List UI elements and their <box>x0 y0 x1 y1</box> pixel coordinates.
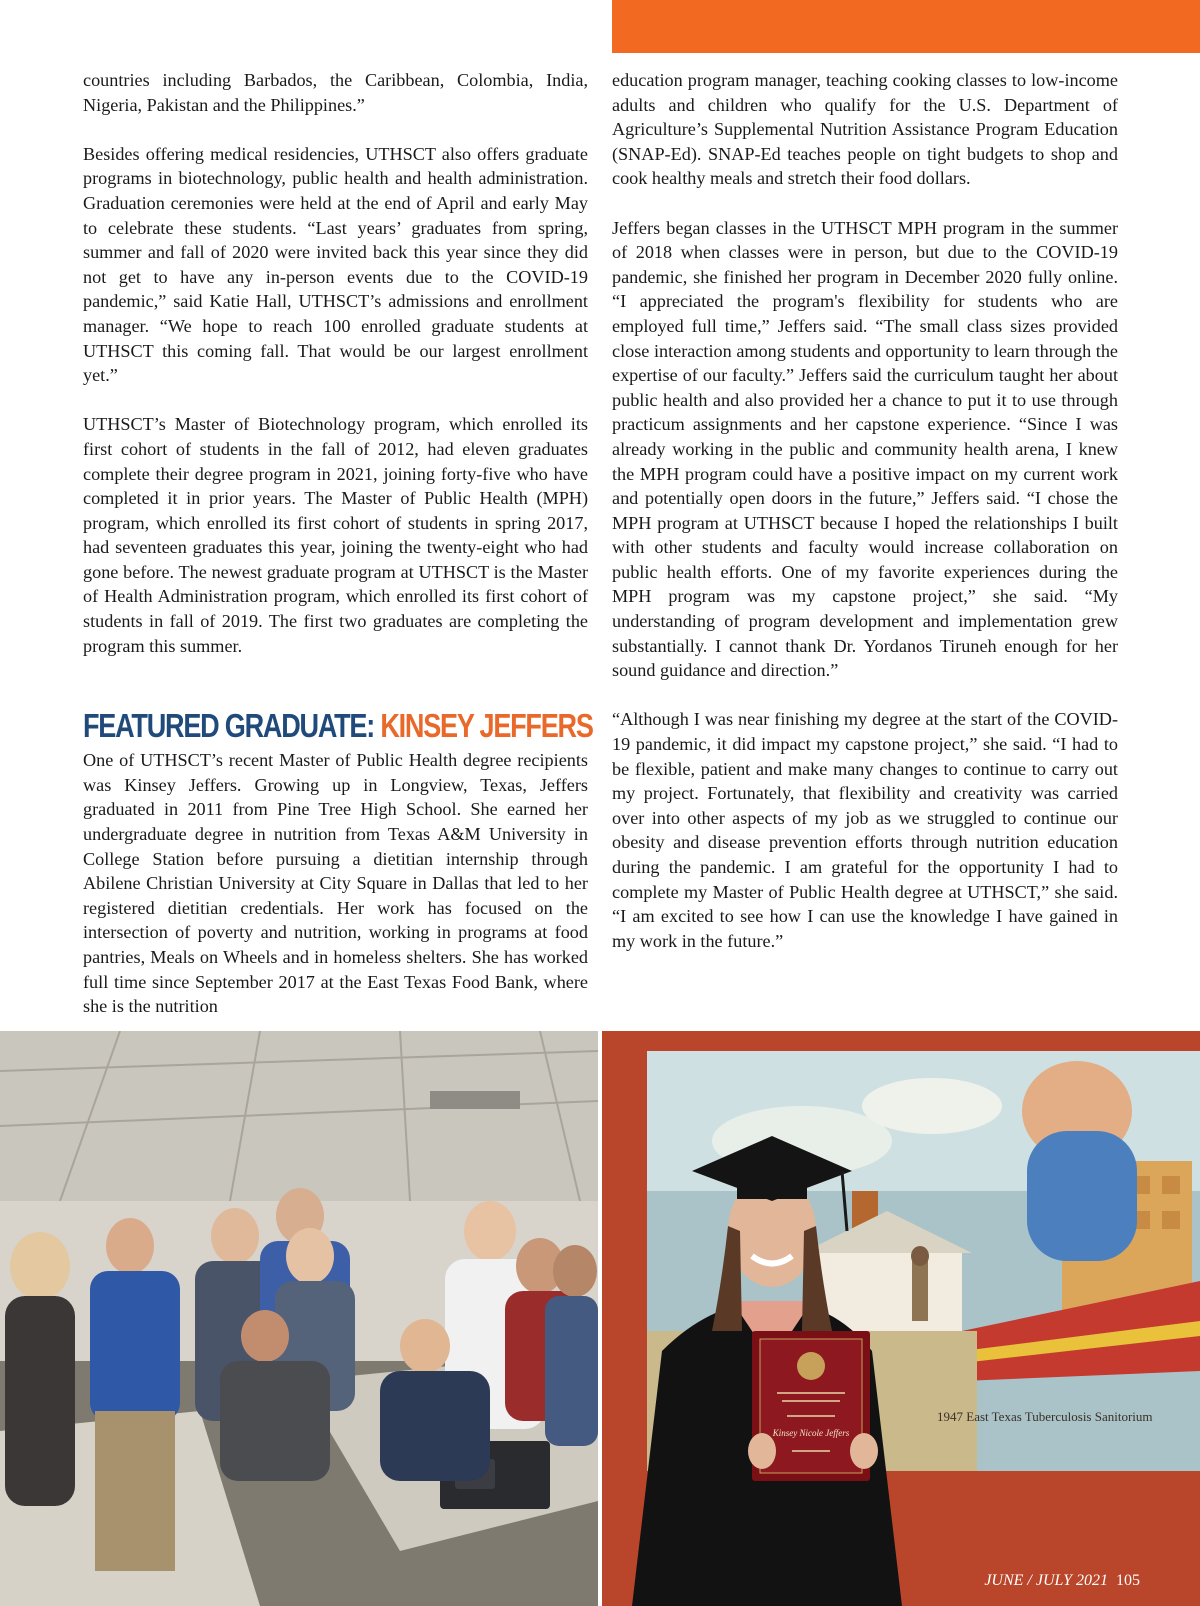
article-column-left <box>83 68 593 1019</box>
issue-date: JUNE / JULY 2021 <box>984 1572 1108 1589</box>
plaque-name: Kinsey Nicole Jeffers <box>772 1428 850 1438</box>
article-paragraph: countries including Barbados, the Caribbean, Colombia, India, Nigeria, Pakistan and the Philippines.” <box>83 70 588 115</box>
mural-caption: 1947 East Texas Tuberculosis Sanitorium <box>937 1409 1153 1424</box>
page-footer <box>984 1572 1140 1590</box>
featured-graduate-heading <box>83 706 593 746</box>
page-number: 105 <box>1116 1572 1140 1589</box>
header-accent-bar <box>612 0 1200 53</box>
article-paragraph: education program manager, teaching cooking classes to low-income adults and children who qualify for the U.S. Department of Agriculture’s Supplemental Nutrition Assistance Program Education (SNAP-Ed). SNAP-Ed teaches people on tight budgets to shop and cook healthy meals and stretch their food dollars. <box>612 70 1118 189</box>
article-paragraph: Jeffers began classes in the UTHSCT MPH program in the summer of 2018 when classes were in person, but due to the COVID-19 pandemic, she finished her program in December 2020 fully online. “I appreciated the program's flexibility for students who are employed full time,” Jeffers said. “The small class sizes provided close interaction among students and opportunity to learn through the expertise of our faculty.” Jeffers said the curriculum taught her about public health and also provided her a chance to put it to use through practicum assignments and her capstone experience. “Since I was already working in the public and community health arena, I knew the MPH program could have a positive impact on my current work and potentially open doors in the future,” Jeffers said. “I chose the MPH program at UTHSCT because I hoped the relationships I built with other students and faculty would increase collaboration on public health efforts. One of my favorite experiences during the MPH program was my capstone project,” she said. “My understanding of program development and implementation grew substantially. I cannot thank Dr. Yordanos Tiruneh enough for her sound guidance and direction.” <box>612 217 1118 681</box>
featured-paragraph: One of UTHSCT’s recent Master of Public Health degree recipients was Kinsey Jeffers. Growing up in Longview, Texas, Jeffers graduated in 2011 from Pine Tree High School. She earned her undergraduate degree in nutrition from Texas A&M University in College Station before pursuing a dietitian internship through Abilene Christian University at City Square in Dallas that led to her registered dietitian credentials. Her work has focused on the intersection of poverty and nutrition, working in programs at food pantries, Meals on Wheels and in homeless shelters. She has worked full time since September 2017 at the East Texas Food Bank, where she is the nutrition <box>83 750 588 1017</box>
article-paragraph: “Although I was near finishing my degree at the start of the COVID-19 pandemic, it did impact my capstone project,” she said. “I had to be flexible, patient and make many changes to continue to carry out my project. Fortunately, that flexibility and creativity was carried over into other aspects of my job as we struggled to continue our obesity and disease prevention efforts through nutrition education during the pandemic. I am grateful for the opportunity I had to complete my Master of Public Health degree at UTHSCT,” she said. “I am excited to see how I can use the knowledge I have gained in my work in the future.” <box>612 709 1118 951</box>
graduate-photo <box>602 1031 1200 1606</box>
article-paragraph: Besides offering medical residencies, UTHSCT also offers graduate programs in biotechnology, public health and health administration. Graduation ceremonies were held at the end of April and early May to celebrate these students. “Last years’ graduates from spring, summer and fall of 2020 were invited back this year since they did not get to have any in-person events due to the COVID-19 pandemic,” said Katie Hall, UTHSCT’s admissions and enrollment manager. “We hope to reach 100 enrolled graduate students at UTHSCT this coming fall. That would be our largest enrollment yet.” <box>83 143 588 386</box>
classroom-photo <box>0 1031 598 1606</box>
featured-heading-prefix: FEATURED GRADUATE: <box>83 707 375 745</box>
featured-heading-name: KINSEY JEFFERS <box>380 707 593 745</box>
article-column-right <box>612 68 1118 953</box>
article-paragraph: UTHSCT’s Master of Biotechnology program, which enrolled its first cohort of students in the fall of 2012, had eleven graduates complete their degree program in 2021, joining forty-five who have completed it in prior years. The Master of Public Health (MPH) program, which enrolled its first cohort of students in spring 2017, had seventeen graduates this year, joining the twenty-eight who had gone before. The newest graduate program at UTHSCT is the Master of Health Administration program, which enrolled its first cohort of students in fall of 2019. The first two graduates are completing the program this summer. <box>83 414 588 656</box>
